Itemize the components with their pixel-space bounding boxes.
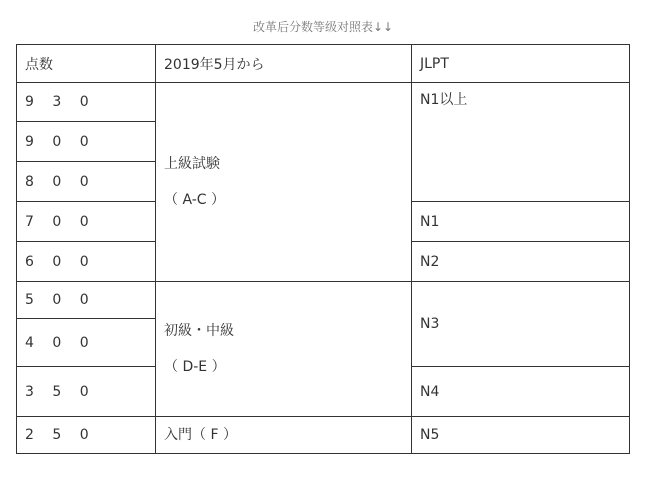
table-caption: 改革后分数等级对照表↓↓ [252, 20, 394, 34]
level-upper-cell [156, 83, 412, 282]
jlpt-n4: N4 [412, 367, 630, 417]
score-cell: 5 0 0 [17, 282, 156, 319]
level-lower-name: 初級・中級 [164, 323, 234, 339]
level-entry-cell: 入門（ F ） [156, 417, 412, 454]
score-cell: 7 0 0 [17, 202, 156, 242]
jlpt-n1: N1 [412, 202, 630, 242]
header-row [17, 45, 630, 83]
table-row [17, 83, 630, 122]
score-cell: 9 0 0 [17, 122, 156, 162]
jlpt-n2: N2 [412, 242, 630, 282]
score-cell: 2 5 0 [17, 417, 156, 454]
score-cell: 6 0 0 [17, 242, 156, 282]
header-from-2019: 2019年5月から [156, 45, 412, 83]
jlpt-n3: N3 [412, 282, 630, 367]
level-lower-cell [156, 282, 412, 417]
jlpt-n5: N5 [412, 417, 630, 454]
table-row [17, 417, 630, 454]
score-cell: 8 0 0 [17, 162, 156, 202]
header-points: 点数 [17, 45, 156, 83]
level-lower-range: （ D-E ） [164, 359, 226, 375]
score-level-table [16, 44, 630, 454]
score-cell: 9 3 0 [17, 83, 156, 122]
jlpt-n1-plus: N1以上 [412, 83, 630, 202]
level-upper-name: 上級試験 [164, 156, 220, 172]
header-jlpt: JLPT [412, 45, 630, 83]
table-row [17, 282, 630, 319]
score-cell: 3 5 0 [17, 367, 156, 417]
level-upper-range: （ A-C ） [164, 192, 225, 208]
score-cell: 4 0 0 [17, 319, 156, 367]
